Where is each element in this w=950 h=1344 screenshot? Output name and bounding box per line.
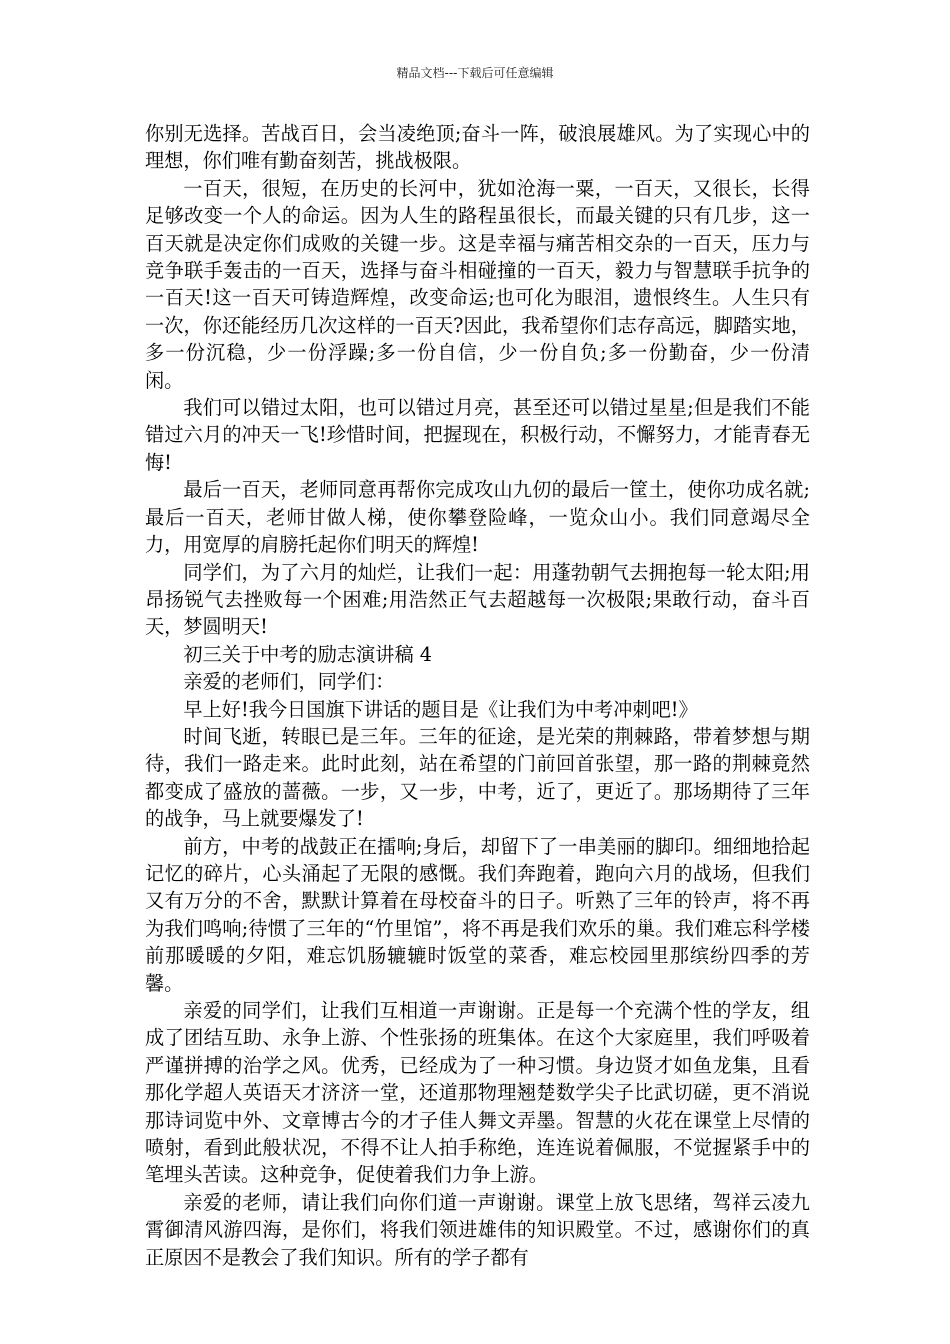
- paragraph: 时间飞逝，转眼已是三年。三年的征途，是光荣的荆棘路，带着梦想与期待，我们一路走来。此时此刻，站在希望的门前回首张望，那一路的荆棘竟然都变成了盛放的蔷薇。一步，又一步，中考，近了，更近了。那场期待了三年的战争，马上就要爆发了!: [145, 724, 810, 831]
- paragraph: 你别无选择。苦战百日，会当凌绝顶;奋斗一阵，破浪展雄风。为了实现心中的理想，你们唯有勤奋刻苦，挑战极限。: [145, 122, 810, 173]
- section-heading: 初三关于中考的励志演讲稿 4: [183, 642, 432, 666]
- paragraph: 同学们，为了六月的灿烂，让我们一起：用蓬勃朝气去拥抱每一轮太阳;用昂扬锐气去挫败每一个困难;用浩然正气去超越每一次极限;果敢行动，奋斗百天，梦圆明天!: [145, 560, 810, 639]
- paragraph: 亲爱的同学们，让我们互相道一声谢谢。正是每一个充满个性的学友，组成了团结互助、永争上游、个性张扬的班集体。在这个大家庭里，我们呼吸着严谨拼搏的治学之风。优秀，已经成为了一种习惯。身边贤才如鱼龙集，且看那化学超人英语天才济济一堂，还道那物理翘楚数学尖子比武切磋，更不消说那诗词览中外、文章博古今的才子佳人舞文弄墨。智慧的火花在课堂上尽情的喷射，看到此般状况，不得不让人拍手称绝，连连说着佩服，不觉握紧手中的笔埋头苦读。这种竞争，促使着我们力争上游。: [145, 999, 810, 1187]
- paragraph: 一百天，很短，在历史的长河中，犹如沧海一粟，一百天，又很长，长得足够改变一个人的命运。因为人生的路程虽很长，而最关键的只有几步，这一百天就是决定你们成败的关键一步。这是幸福与痛苦相交杂的一百天，压力与竞争联手轰击的一百天，选择与奋斗相碰撞的一百天，毅力与智慧联手抗争的一百天!这一百天可铸造辉煌，改变命运;也可化为眼泪，遗恨终生。人生只有一次，你还能经历几次这样的一百天?因此，我希望你们志存高远，脚踏实地，多一份沉稳，少一份浮躁;多一份自信，少一份自负;多一份勤奋，少一份清闲。: [145, 176, 810, 392]
- paragraph: 亲爱的老师，请让我们向你们道一声谢谢。课堂上放飞思绪，驾祥云凌九霄御清风游四海，是你们，将我们领进雄伟的知识殿堂。不过，感谢你们的真正原因不是教会了我们知识。所有的学子都有: [145, 1190, 810, 1269]
- paragraph: 早上好!我今日国旗下讲话的题目是《让我们为中考冲刺吧!》: [183, 697, 698, 721]
- page-header: 精品文档---下载后可任意编辑: [396, 66, 554, 80]
- salutation: 亲爱的老师们，同学们：: [183, 670, 395, 694]
- paragraph: 我们可以错过太阳，也可以错过月亮，甚至还可以错过星星;但是我们不能错过六月的冲天一飞!珍惜时间，把握现在，积极行动，不懈努力，才能青春无悔!: [145, 396, 810, 474]
- paragraph: 前方，中考的战鼓正在擂响;身后，却留下了一串美丽的脚印。细细地拾起记忆的碎片，心头涌起了无限的感慨。我们奔跑着，跑向六月的战场，但我们又有万分的不舍，默默计算着在母校奋斗的日子。听熟了三年的铃声，将不再为我们鸣响;待惯了三年的“竹里馆”，将不再是我们欢乐的巢。我们难忘科学楼前那暖暖的夕阳，难忘饥肠辘辘时饭堂的菜香，难忘校园里那缤纷四季的芳馨。: [145, 834, 810, 995]
- paragraph: 最后一百天，老师同意再帮你完成攻山九仞的最后一筐土，使你功成名就;最后一百天，老师甘做人梯，使你攀登险峰，一览众山小。我们同意竭尽全力，用宽厚的肩膀托起你们明天的辉煌!: [145, 478, 810, 557]
- document-body: [145, 120, 810, 1271]
